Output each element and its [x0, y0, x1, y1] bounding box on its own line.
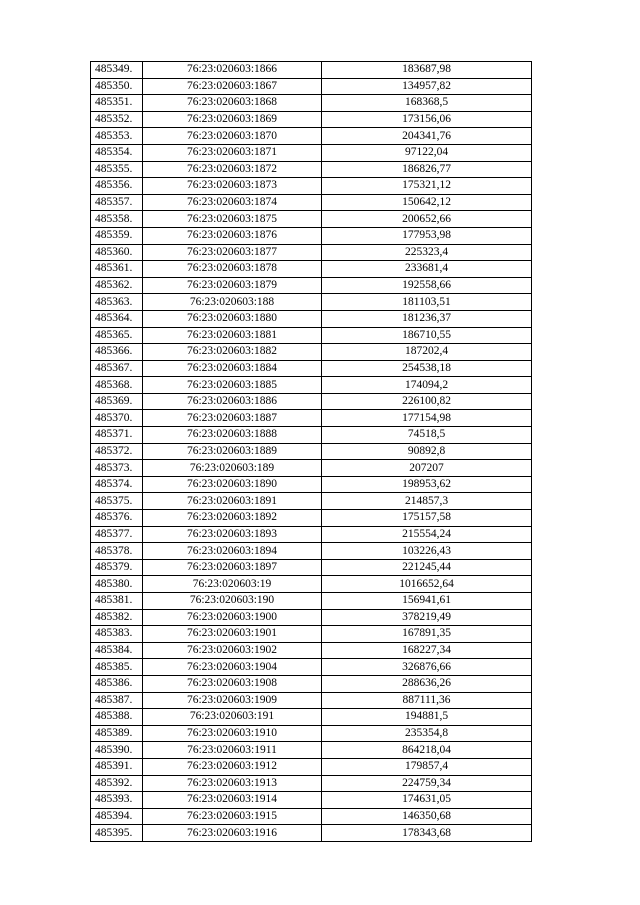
cadastral-number: 76:23:020603:191 — [143, 709, 322, 726]
cadastral-value: 200652,66 — [322, 211, 532, 228]
row-number: 485391. — [91, 758, 143, 775]
row-number: 485364. — [91, 310, 143, 327]
table-row — [91, 675, 532, 692]
row-number: 485365. — [91, 327, 143, 344]
row-number: 485350. — [91, 78, 143, 95]
table-row — [91, 543, 532, 560]
cadastral-value: 864218,04 — [322, 742, 532, 759]
table-row — [91, 410, 532, 427]
cadastral-number: 76:23:020603:1897 — [143, 559, 322, 576]
row-number: 485352. — [91, 111, 143, 128]
table-row — [91, 609, 532, 626]
row-number: 485384. — [91, 642, 143, 659]
cadastral-number: 76:23:020603:1890 — [143, 476, 322, 493]
cadastral-value-table — [90, 61, 532, 842]
cadastral-value: 134957,82 — [322, 78, 532, 95]
cadastral-number: 76:23:020603:1880 — [143, 310, 322, 327]
row-number: 485372. — [91, 443, 143, 460]
row-number: 485393. — [91, 792, 143, 809]
table-row — [91, 227, 532, 244]
cadastral-value: 288636,26 — [322, 675, 532, 692]
row-number: 485388. — [91, 709, 143, 726]
table-row — [91, 144, 532, 161]
table-row — [91, 128, 532, 145]
table-row — [91, 211, 532, 228]
row-number: 485356. — [91, 178, 143, 195]
cadastral-value: 179857,4 — [322, 758, 532, 775]
cadastral-value: 174631,05 — [322, 792, 532, 809]
cadastral-number: 76:23:020603:1882 — [143, 344, 322, 361]
cadastral-value: 174094,2 — [322, 377, 532, 394]
cadastral-value: 235354,8 — [322, 725, 532, 742]
cadastral-number: 76:23:020603:1912 — [143, 758, 322, 775]
cadastral-value: 215554,24 — [322, 526, 532, 543]
table-row — [91, 327, 532, 344]
table-row — [91, 310, 532, 327]
row-number: 485363. — [91, 294, 143, 311]
row-number: 485355. — [91, 161, 143, 178]
cadastral-number: 76:23:020603:1879 — [143, 277, 322, 294]
cadastral-value: 186826,77 — [322, 161, 532, 178]
table-row — [91, 725, 532, 742]
cadastral-value: 175321,12 — [322, 178, 532, 195]
cadastral-number: 76:23:020603:1886 — [143, 393, 322, 410]
table-row — [91, 642, 532, 659]
cadastral-number: 76:23:020603:1877 — [143, 244, 322, 261]
row-number: 485395. — [91, 825, 143, 842]
cadastral-number: 76:23:020603:1892 — [143, 510, 322, 527]
cadastral-value: 224759,34 — [322, 775, 532, 792]
table-row — [91, 742, 532, 759]
cadastral-value: 221245,44 — [322, 559, 532, 576]
cadastral-value: 187202,4 — [322, 344, 532, 361]
cadastral-number: 76:23:020603:1911 — [143, 742, 322, 759]
cadastral-number: 76:23:020603:1914 — [143, 792, 322, 809]
table-row — [91, 593, 532, 610]
row-number: 485389. — [91, 725, 143, 742]
row-number: 485378. — [91, 543, 143, 560]
table-row — [91, 360, 532, 377]
table-row — [91, 559, 532, 576]
row-number: 485354. — [91, 144, 143, 161]
cadastral-number: 76:23:020603:19 — [143, 576, 322, 593]
cadastral-value: 175157,58 — [322, 510, 532, 527]
cadastral-number: 76:23:020603:1910 — [143, 725, 322, 742]
cadastral-value: 194881,5 — [322, 709, 532, 726]
cadastral-value: 168368,5 — [322, 95, 532, 112]
table-body — [91, 62, 532, 842]
cadastral-value: 887111,36 — [322, 692, 532, 709]
table-row — [91, 476, 532, 493]
row-number: 485394. — [91, 808, 143, 825]
cadastral-number: 76:23:020603:1874 — [143, 194, 322, 211]
row-number: 485373. — [91, 460, 143, 477]
cadastral-number: 76:23:020603:1878 — [143, 261, 322, 278]
table-row — [91, 709, 532, 726]
cadastral-number: 76:23:020603:1871 — [143, 144, 322, 161]
table-row — [91, 344, 532, 361]
table-row — [91, 526, 532, 543]
cadastral-number: 76:23:020603:1875 — [143, 211, 322, 228]
cadastral-number: 76:23:020603:1873 — [143, 178, 322, 195]
cadastral-value: 178343,68 — [322, 825, 532, 842]
table-row — [91, 294, 532, 311]
cadastral-value: 233681,4 — [322, 261, 532, 278]
cadastral-value: 146350,68 — [322, 808, 532, 825]
row-number: 485359. — [91, 227, 143, 244]
cadastral-number: 76:23:020603:1915 — [143, 808, 322, 825]
cadastral-value: 181103,51 — [322, 294, 532, 311]
table-row — [91, 576, 532, 593]
row-number: 485358. — [91, 211, 143, 228]
cadastral-number: 76:23:020603:1881 — [143, 327, 322, 344]
table-row — [91, 626, 532, 643]
row-number: 485360. — [91, 244, 143, 261]
cadastral-number: 76:23:020603:1908 — [143, 675, 322, 692]
cadastral-value: 156941,61 — [322, 593, 532, 610]
table-row — [91, 95, 532, 112]
cadastral-value: 177953,98 — [322, 227, 532, 244]
cadastral-number: 76:23:020603:1916 — [143, 825, 322, 842]
row-number: 485351. — [91, 95, 143, 112]
row-number: 485370. — [91, 410, 143, 427]
table-row — [91, 825, 532, 842]
table-row — [91, 194, 532, 211]
table-row — [91, 78, 532, 95]
cadastral-number: 76:23:020603:189 — [143, 460, 322, 477]
row-number: 485381. — [91, 593, 143, 610]
table-row — [91, 792, 532, 809]
cadastral-number: 76:23:020603:1889 — [143, 443, 322, 460]
row-number: 485369. — [91, 393, 143, 410]
table-row — [91, 178, 532, 195]
table-row — [91, 111, 532, 128]
cadastral-number: 76:23:020603:1868 — [143, 95, 322, 112]
cadastral-value: 97122,04 — [322, 144, 532, 161]
row-number: 485357. — [91, 194, 143, 211]
row-number: 485371. — [91, 427, 143, 444]
cadastral-number: 76:23:020603:1876 — [143, 227, 322, 244]
cadastral-number: 76:23:020603:1891 — [143, 493, 322, 510]
row-number: 485386. — [91, 675, 143, 692]
row-number: 485375. — [91, 493, 143, 510]
row-number: 485387. — [91, 692, 143, 709]
cadastral-value: 168227,34 — [322, 642, 532, 659]
row-number: 485377. — [91, 526, 143, 543]
row-number: 485390. — [91, 742, 143, 759]
cadastral-value: 177154,98 — [322, 410, 532, 427]
cadastral-number: 76:23:020603:1901 — [143, 626, 322, 643]
row-number: 485368. — [91, 377, 143, 394]
cadastral-value: 214857,3 — [322, 493, 532, 510]
cadastral-value: 167891,35 — [322, 626, 532, 643]
cadastral-value: 254538,18 — [322, 360, 532, 377]
cadastral-number: 76:23:020603:1869 — [143, 111, 322, 128]
table-row — [91, 758, 532, 775]
cadastral-value: 183687,98 — [322, 62, 532, 79]
table-row — [91, 277, 532, 294]
row-number: 485379. — [91, 559, 143, 576]
cadastral-value: 90892,8 — [322, 443, 532, 460]
row-number: 485362. — [91, 277, 143, 294]
cadastral-value: 226100,82 — [322, 393, 532, 410]
cadastral-value: 103226,43 — [322, 543, 532, 560]
cadastral-value: 186710,55 — [322, 327, 532, 344]
table-row — [91, 161, 532, 178]
row-number: 485353. — [91, 128, 143, 145]
row-number: 485380. — [91, 576, 143, 593]
row-number: 485382. — [91, 609, 143, 626]
cadastral-number: 76:23:020603:1867 — [143, 78, 322, 95]
cadastral-number: 76:23:020603:1902 — [143, 642, 322, 659]
cadastral-value: 204341,76 — [322, 128, 532, 145]
table-row — [91, 808, 532, 825]
table-row — [91, 460, 532, 477]
cadastral-value: 326876,66 — [322, 659, 532, 676]
cadastral-number: 76:23:020603:1887 — [143, 410, 322, 427]
cadastral-number: 76:23:020603:1885 — [143, 377, 322, 394]
cadastral-number: 76:23:020603:190 — [143, 593, 322, 610]
table-row — [91, 510, 532, 527]
cadastral-value: 225323,4 — [322, 244, 532, 261]
table-row — [91, 443, 532, 460]
cadastral-value: 150642,12 — [322, 194, 532, 211]
cadastral-number: 76:23:020603:1872 — [143, 161, 322, 178]
row-number: 485376. — [91, 510, 143, 527]
cadastral-value: 198953,62 — [322, 476, 532, 493]
cadastral-number: 76:23:020603:188 — [143, 294, 322, 311]
cadastral-number: 76:23:020603:1870 — [143, 128, 322, 145]
cadastral-number: 76:23:020603:1909 — [143, 692, 322, 709]
table-row — [91, 659, 532, 676]
row-number: 485392. — [91, 775, 143, 792]
row-number: 485367. — [91, 360, 143, 377]
cadastral-number: 76:23:020603:1884 — [143, 360, 322, 377]
cadastral-value: 192558,66 — [322, 277, 532, 294]
cadastral-number: 76:23:020603:1893 — [143, 526, 322, 543]
cadastral-value: 207207 — [322, 460, 532, 477]
cadastral-number: 76:23:020603:1904 — [143, 659, 322, 676]
cadastral-value: 181236,37 — [322, 310, 532, 327]
row-number: 485374. — [91, 476, 143, 493]
cadastral-value: 74518,5 — [322, 427, 532, 444]
cadastral-value: 173156,06 — [322, 111, 532, 128]
table-row — [91, 261, 532, 278]
cadastral-number: 76:23:020603:1888 — [143, 427, 322, 444]
table-row — [91, 692, 532, 709]
cadastral-number: 76:23:020603:1894 — [143, 543, 322, 560]
table-row — [91, 62, 532, 79]
table-row — [91, 377, 532, 394]
cadastral-value: 1016652,64 — [322, 576, 532, 593]
row-number: 485366. — [91, 344, 143, 361]
cadastral-value: 378219,49 — [322, 609, 532, 626]
table-row — [91, 775, 532, 792]
table-row — [91, 427, 532, 444]
cadastral-number: 76:23:020603:1913 — [143, 775, 322, 792]
row-number: 485383. — [91, 626, 143, 643]
row-number: 485361. — [91, 261, 143, 278]
table-row — [91, 493, 532, 510]
table-row — [91, 393, 532, 410]
table-row — [91, 244, 532, 261]
row-number: 485349. — [91, 62, 143, 79]
cadastral-number: 76:23:020603:1866 — [143, 62, 322, 79]
row-number: 485385. — [91, 659, 143, 676]
cadastral-number: 76:23:020603:1900 — [143, 609, 322, 626]
